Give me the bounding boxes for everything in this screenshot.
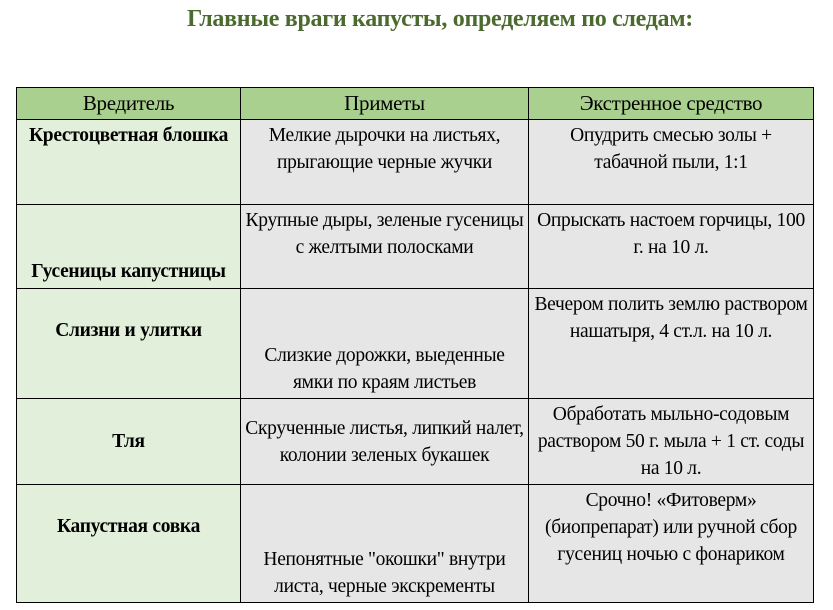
remedy-cell: Срочно! «Фитоверм» (биопрепарат) или ручной сбор гусениц ночью с фонариком (529, 485, 814, 603)
signs-cell: Непонятные "окошки" внутри листа, черные экскременты (241, 485, 529, 603)
remedy-cell: Опрыскать настоем горчицы, 100 г. на 10 л. (529, 205, 814, 289)
header-pest: Вредитель (17, 88, 241, 120)
table-row (17, 289, 814, 399)
page-title: Главные враги капусты, определяем по следам: (187, 6, 693, 32)
table-header-row (17, 88, 814, 120)
table-row (17, 485, 814, 603)
remedy-cell: Вечером полить землю раствором нашатыря, 4 ст.л. на 10 л. (529, 289, 814, 399)
table-row (17, 205, 814, 289)
signs-cell: Скрученные листья, липкий налет, колонии зеленых букашек (241, 399, 529, 485)
pest-cell: Капустная совка (17, 485, 241, 603)
table-row (17, 120, 814, 205)
signs-cell: Слизкие дорожки, выеденные ямки по краям листьев (241, 289, 529, 399)
pest-cell: Крестоцветная блошка (17, 120, 241, 205)
table-row (17, 399, 814, 485)
pest-cell: Тля (17, 399, 241, 485)
header-remedy: Экстренное средство (529, 88, 814, 120)
remedy-cell: Опудрить смесью золы + табачной пыли, 1:1 (529, 120, 814, 205)
signs-cell: Мелкие дырочки на листьях, прыгающие черные жучки (241, 120, 529, 205)
pest-cell: Слизни и улитки (17, 289, 241, 399)
signs-cell: Крупные дыры, зеленые гусеницы с желтыми полосками (241, 205, 529, 289)
remedy-cell: Обработать мыльно-содовым раствором 50 г. мыла + 1 ст. соды на 10 л. (529, 399, 814, 485)
header-signs: Приметы (241, 88, 529, 120)
pest-table (16, 87, 814, 603)
pest-cell: Гусеницы капустницы (17, 205, 241, 289)
